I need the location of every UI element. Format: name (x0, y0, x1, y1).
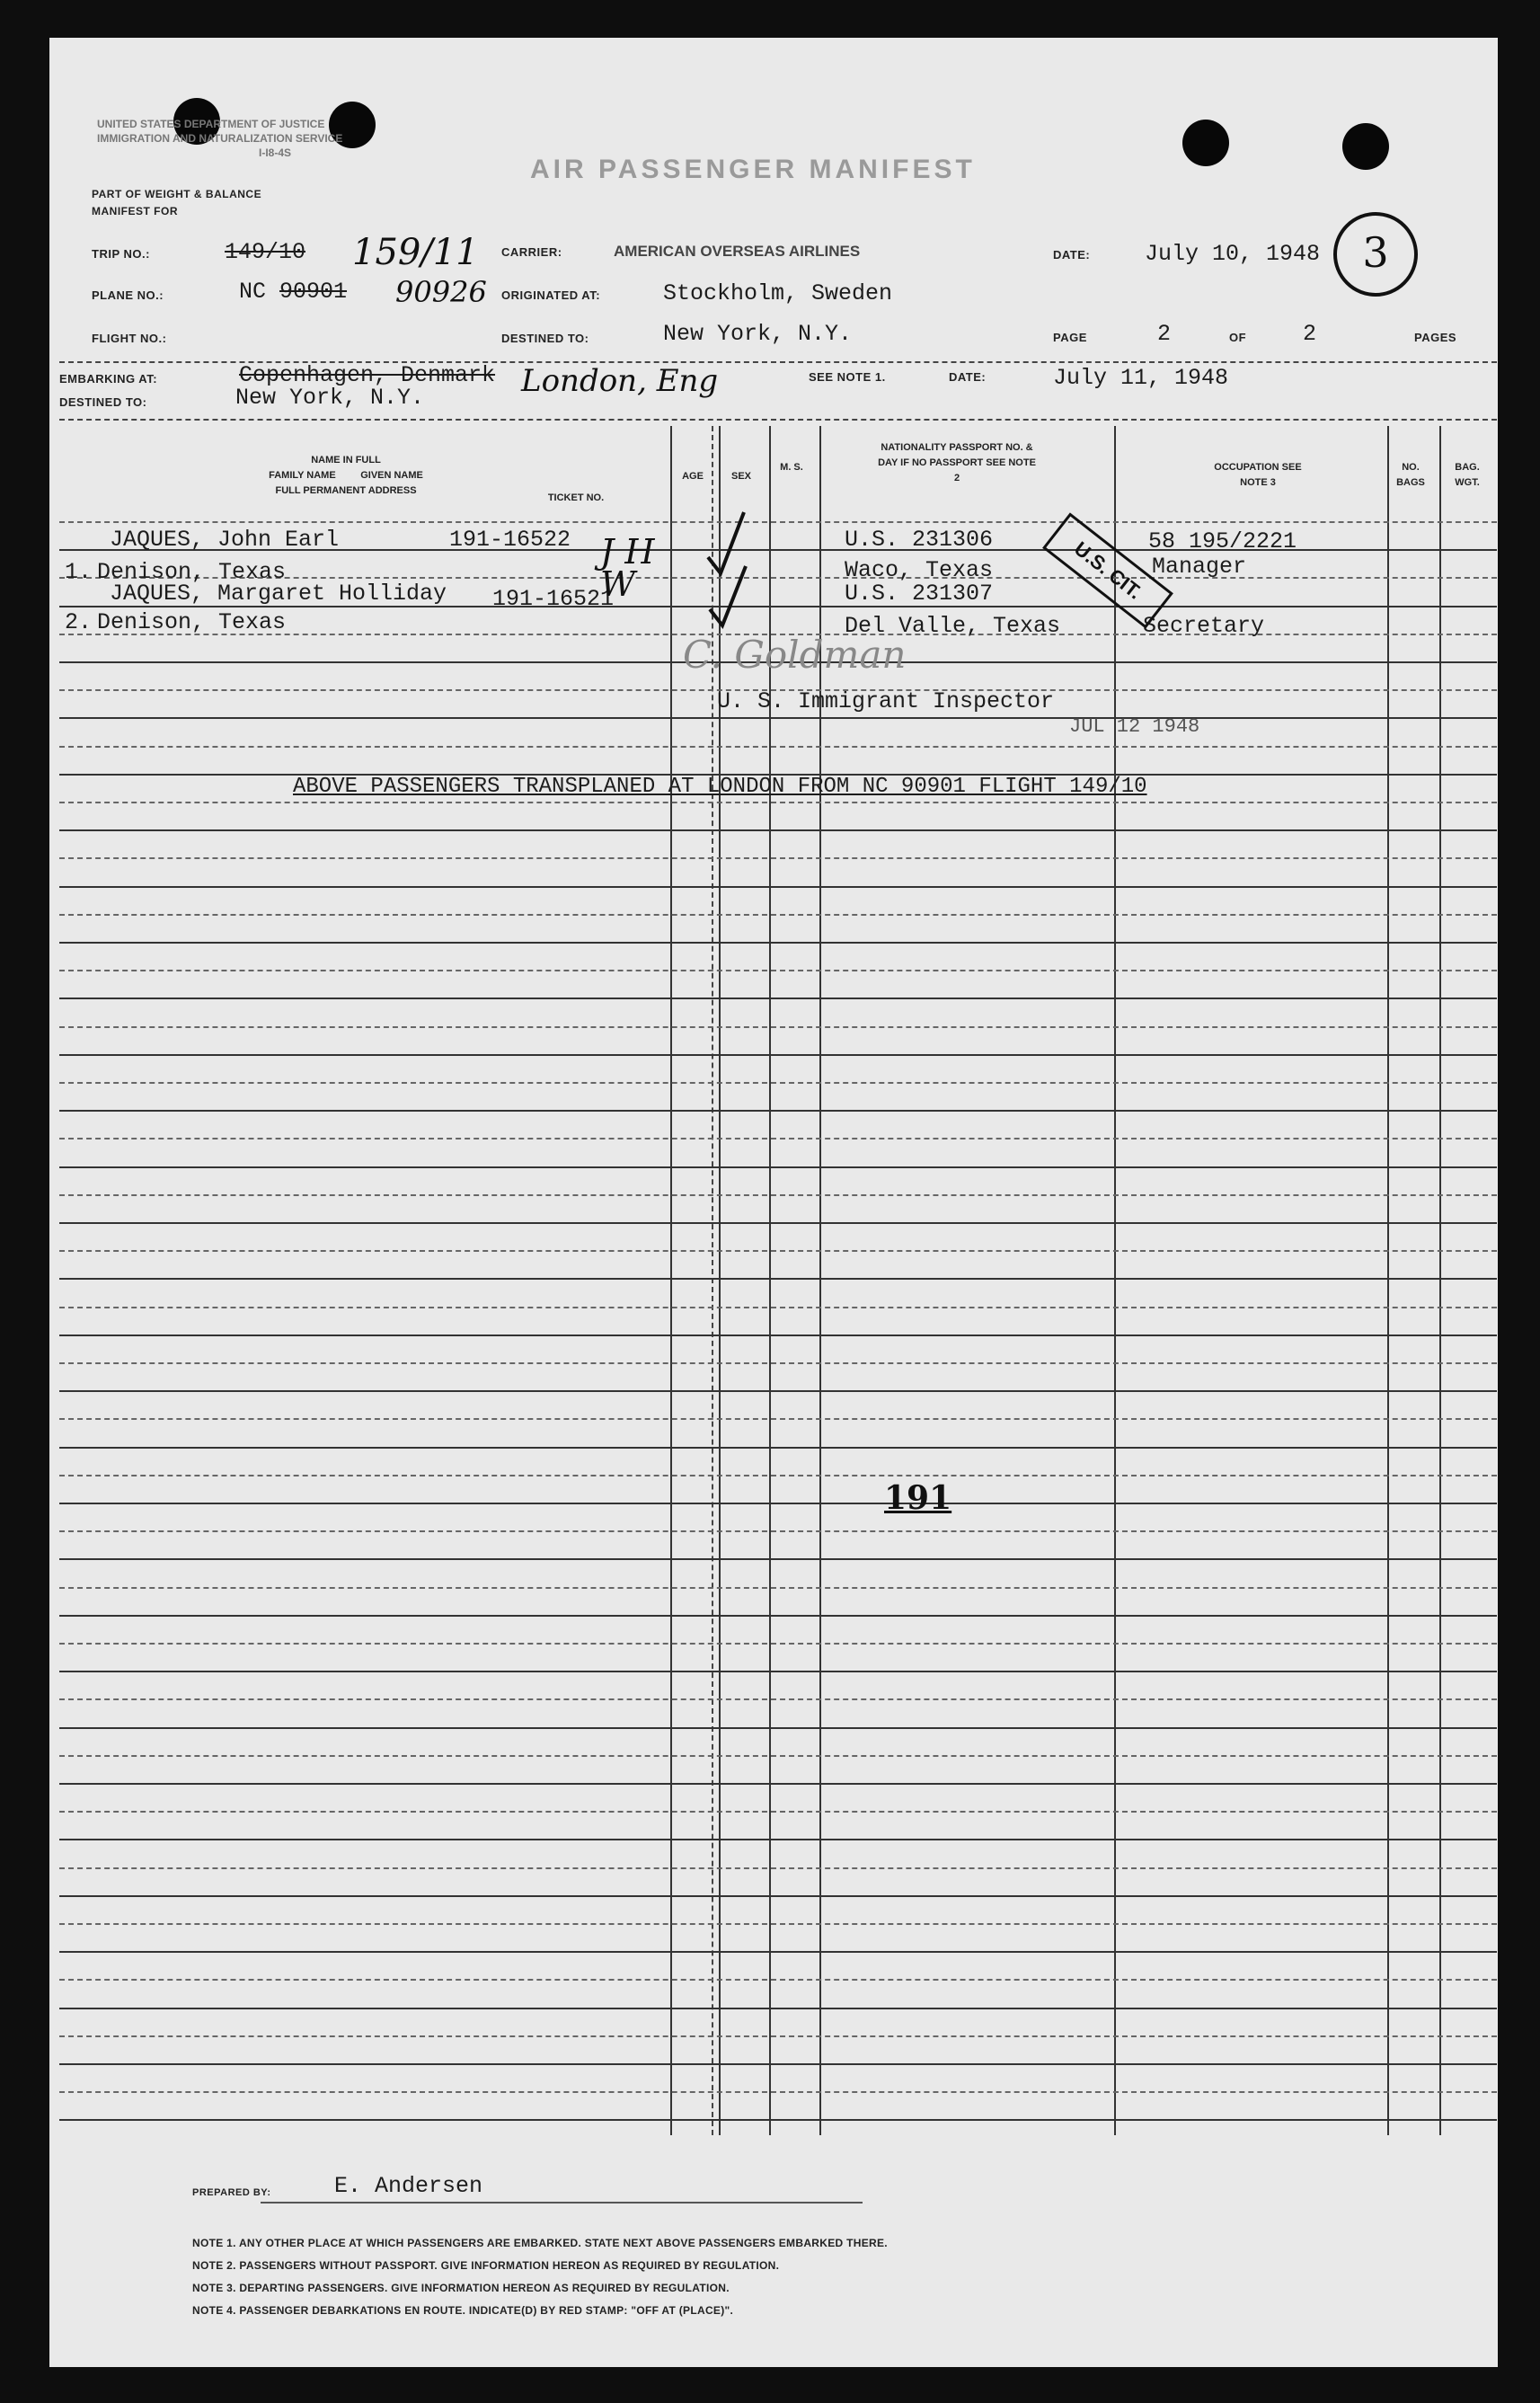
header-rule-2 (59, 419, 1497, 421)
page-label: PAGE (1053, 331, 1087, 344)
passenger-1-num: 1. (65, 559, 93, 585)
trip-struck-value: 149/10 (225, 239, 306, 265)
originated-value: Stockholm, Sweden (663, 280, 893, 306)
agency-line-1: UNITED STATES DEPARTMENT OF JUSTICE (97, 118, 325, 130)
grid-row-rule (59, 717, 1497, 719)
col-header-no-bags: NO. BAGS (1396, 462, 1425, 488)
col-given-name: GIVEN NAME (360, 470, 423, 481)
grid-row-rule (59, 1895, 1497, 1897)
grid-row-rule (59, 1054, 1497, 1056)
destined-value: New York, N.Y. (663, 321, 853, 347)
inspector-signature: C. Goldman (683, 633, 907, 677)
grid-row-rule-dashed (59, 857, 1497, 859)
note-3: NOTE 3. DEPARTING PASSENGERS. GIVE INFORMATION HEREON AS REQUIRED BY REGULATION. (192, 2282, 730, 2294)
grid-row-rule-dashed (59, 1250, 1497, 1252)
passenger-2-address: Denison, Texas (97, 609, 287, 635)
grid-row-rule-dashed (59, 914, 1497, 916)
ticket-initials: J H W (600, 532, 655, 604)
grid-row-rule (59, 1503, 1497, 1504)
passenger-1-passport-place: Waco, Texas (845, 557, 994, 583)
inspector-title: U. S. Immigrant Inspector (717, 688, 1055, 714)
carrier-value: AMERICAN OVERSEAS AIRLINES (614, 243, 861, 260)
plane-hand-value: 90926 (395, 275, 487, 309)
passenger-1-occupation: Manager (1152, 554, 1247, 580)
grid-row-rule-dashed (59, 1979, 1497, 1981)
col-name-line-2 (216, 468, 476, 483)
date-value: July 10, 1948 (1145, 241, 1321, 267)
grid-row-rule-dashed (59, 1194, 1497, 1196)
grid-column-rule (719, 426, 721, 2135)
passenger-1-occupation-code: 58 195/2221 (1148, 528, 1297, 554)
grid-column-rule (819, 426, 821, 2135)
col-header-age: AGE (682, 471, 704, 482)
pages-label: PAGES (1414, 331, 1457, 344)
grid-row-rule-dashed (59, 1867, 1497, 1869)
grid-row-rule (59, 1166, 1497, 1168)
grid-row-rule-dashed (59, 1587, 1497, 1589)
grid-row-rule (59, 2119, 1497, 2121)
passenger-1-name: JAQUES, John Earl (110, 527, 340, 553)
grid-row-rule (59, 1558, 1497, 1560)
col-name-line-3: FULL PERMANENT ADDRESS (275, 485, 417, 496)
punch-hole-4 (1342, 123, 1389, 170)
grid-row-rule (59, 1110, 1497, 1112)
grid-row-rule (59, 1335, 1497, 1336)
agency-line-3: I-I8-4S (259, 146, 292, 159)
grid-row-rule-dashed (59, 1138, 1497, 1139)
grid-row-rule (59, 998, 1497, 999)
grid-row-rule-dashed (59, 1923, 1497, 1925)
of-value: 2 (1303, 321, 1317, 347)
flight-label: FLIGHT NO.: (92, 332, 167, 345)
col-header-nationality: NATIONALITY PASSPORT NO. & DAY IF NO PASSPORT SEE NOTE 2 (878, 442, 1036, 483)
destined-label: DESTINED TO: (501, 332, 589, 345)
carrier-label: CARRIER: (501, 245, 562, 259)
form-title: AIR PASSENGER MANIFEST (530, 155, 976, 184)
agency-block (97, 117, 342, 160)
weight-balance-line-1: PART OF WEIGHT & BALANCE (92, 188, 262, 200)
grid-column-rule (670, 426, 672, 2135)
grid-row-rule-dashed (59, 1418, 1497, 1420)
grid-row-rule (59, 1447, 1497, 1449)
notes-block (192, 2232, 888, 2322)
col-header-ticket: TICKET NO. (547, 492, 605, 503)
grid-row-rule (59, 1839, 1497, 1840)
destined2-value: New York, N.Y. (235, 385, 425, 411)
grid-row-rule (59, 1727, 1497, 1729)
grid-row-rule-dashed (59, 1362, 1497, 1364)
grid-column-rule (769, 426, 771, 2135)
plane-struck: 90901 (279, 279, 348, 305)
grid-row-rule-dashed (59, 1082, 1497, 1084)
col-header-sex: SEX (730, 471, 751, 482)
embarking-hand: London, Eng (521, 363, 719, 399)
grid-row-rule-dashed (59, 1811, 1497, 1813)
checkmark-1 (708, 512, 744, 573)
grid-row-rule (59, 1671, 1497, 1672)
col-header-ms: M. S. (780, 462, 803, 473)
passenger-1-passport: U.S. 231306 (845, 527, 994, 553)
grid-row-rule-dashed (59, 1475, 1497, 1476)
prepared-line (261, 2202, 863, 2203)
note-2: NOTE 2. PASSENGERS WITHOUT PASSPORT. GIVE INFORMATION HEREON AS REQUIRED BY REGULATION. (192, 2259, 780, 2272)
grid-column-rule (1439, 426, 1441, 2135)
col-header-name (216, 453, 476, 499)
grid-column-rule (1114, 426, 1116, 2135)
date2-value: July 11, 1948 (1053, 365, 1229, 391)
passenger-1-address: Denison, Texas (97, 559, 287, 585)
of-label: OF (1229, 331, 1247, 344)
grid-row-rule-dashed (59, 1643, 1497, 1645)
us-cit-stamp: U.S. CIT. (1042, 512, 1173, 628)
grid-row-rule (59, 829, 1497, 831)
grid-row-rule (59, 2063, 1497, 2065)
passenger-1-ticket: 191-16522 (449, 527, 571, 553)
grid-row-rule-dashed (59, 1698, 1497, 1700)
agency-line-2: IMMIGRATION AND NATURALIZATION SERVICE (97, 132, 343, 145)
plane-prefix: NC (239, 279, 280, 305)
col-header-occupation: OCCUPATION SEE NOTE 3 (1214, 462, 1302, 488)
weight-balance-label (92, 186, 261, 220)
grid-row-rule (59, 1951, 1497, 1953)
trip-label: TRIP NO.: (92, 247, 150, 261)
plane-label: PLANE NO.: (92, 288, 164, 302)
sex-checkmarks (701, 503, 773, 638)
grid-row-rule-dashed (59, 1530, 1497, 1532)
grid-row-rule-dashed (59, 1755, 1497, 1757)
grid-row-rule-dashed (59, 1026, 1497, 1028)
embarking-label: EMBARKING AT: (59, 372, 158, 386)
prepared-by: E. Andersen (334, 2173, 483, 2199)
weight-balance-line-2: MANIFEST FOR (92, 205, 178, 217)
grid-row-rule-dashed (59, 2035, 1497, 2037)
originated-label: ORIGINATED AT: (501, 288, 601, 302)
grid-row-rule (59, 1783, 1497, 1785)
grid-row-rule-dashed (59, 970, 1497, 971)
checkmark-2 (710, 566, 746, 625)
grid-row-rule (59, 1615, 1497, 1617)
col-header-bag-wgt: BAG. WGT. (1455, 462, 1480, 488)
page-value: 2 (1157, 321, 1172, 347)
page-stamp: 191 (884, 1479, 952, 1517)
col-family-name: FAMILY NAME (269, 470, 336, 481)
grid-row-rule-dashed (59, 746, 1497, 748)
note-1: NOTE 1. ANY OTHER PLACE AT WHICH PASSENGERS ARE EMBARKED. STATE NEXT ABOVE PASSENGERS EMBARKED THERE. (192, 2237, 888, 2249)
embarking-struck: Copenhagen, Denmark (239, 362, 496, 388)
passenger-2-passport: U.S. 231307 (845, 581, 994, 607)
date2-label: DATE: (949, 370, 987, 384)
grid-row-rule (59, 886, 1497, 888)
trip-value: 159/11 (352, 232, 479, 273)
col-name-line-1: NAME IN FULL (311, 455, 381, 466)
plane-value (239, 279, 347, 305)
see-note-1: SEE NOTE 1. (809, 370, 886, 384)
inspector-date: JUL 12 1948 (1069, 715, 1200, 738)
circled-number: 3 (1333, 212, 1418, 297)
grid-row-rule (59, 1222, 1497, 1224)
grid-row-rule (59, 1278, 1497, 1280)
grid-column-rule-dashed (712, 426, 713, 2135)
grid-row-rule-dashed (59, 1307, 1497, 1308)
punch-hole-3 (1182, 120, 1229, 166)
transplant-note: ABOVE PASSENGERS TRANSPLANED AT LONDON FROM NC 90901 FLIGHT 149/10 (293, 775, 1147, 799)
passenger-2-occupation: Secretary (1143, 613, 1265, 639)
note-4: NOTE 4. PASSENGER DEBARKATIONS EN ROUTE. INDICATE(D) BY RED STAMP: "OFF AT (PLACE)". (192, 2304, 734, 2317)
grid-row-rule-dashed (59, 521, 1497, 523)
destined2-label: DESTINED TO: (59, 395, 147, 409)
passenger-2-ticket: 191-16521 (492, 586, 615, 612)
grid-row-rule (59, 2008, 1497, 2009)
grid-row-rule (59, 1390, 1497, 1392)
passenger-2-passport-place: Del Valle, Texas (845, 613, 1061, 639)
grid-column-rule (1387, 426, 1389, 2135)
passenger-2-num: 2. (65, 609, 93, 635)
grid-row-rule-dashed (59, 2091, 1497, 2093)
date-label: DATE: (1053, 248, 1091, 262)
grid-row-rule-dashed (59, 802, 1497, 803)
passenger-2-name: JAQUES, Margaret Holliday (110, 581, 447, 607)
prepared-label: PREPARED BY: (192, 2187, 271, 2198)
grid-row-rule (59, 942, 1497, 944)
